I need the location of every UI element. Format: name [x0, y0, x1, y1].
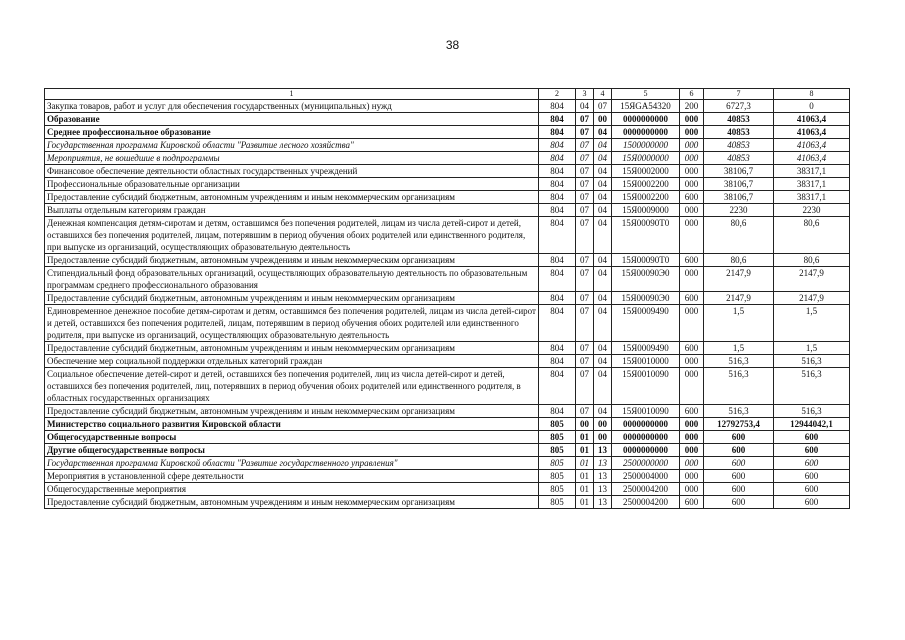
expense-type-cell: 600: [680, 292, 704, 305]
item-name-cell: Единовременное денежное пособие детям-сиротам и детям, оставшимся без попечения родителей, лицам из числа детей-сирот и детей, оставшихся без попечения родителей, лицам, потерявшим в период обучения обоих родителей или единственного родителя, при выпуске из организаций, осуществляющих образовательную деятельность: [45, 305, 539, 342]
ministry-code-cell: 804: [539, 342, 576, 355]
section-cell: 07: [576, 152, 594, 165]
amount-year1-cell: 600: [704, 444, 774, 457]
item-name-cell: Образование: [45, 113, 539, 126]
expense-type-cell: 000: [680, 368, 704, 405]
target-article-cell: 0000000000: [612, 444, 680, 457]
amount-year1-cell: 1,5: [704, 342, 774, 355]
item-name-cell: Социальное обеспечение детей-сирот и детей, оставшихся без попечения родителей, лиц из числа детей-сирот и детей, оставшихся без попечения родителей, лиц, потерявших в период обучения обоих родителей или единственного родителя, в областных государственных организациях: [45, 368, 539, 405]
expense-type-cell: 000: [680, 204, 704, 217]
header-cell: 5: [612, 89, 680, 100]
subsection-cell: 04: [594, 368, 612, 405]
section-cell: 07: [576, 126, 594, 139]
amount-year2-cell: 41063,4: [774, 126, 850, 139]
amount-year1-cell: 40853: [704, 139, 774, 152]
subsection-cell: 13: [594, 457, 612, 470]
target-article-cell: 0000000000: [612, 431, 680, 444]
expense-type-cell: 000: [680, 418, 704, 431]
amount-year1-cell: 516,3: [704, 405, 774, 418]
subsection-cell: 00: [594, 418, 612, 431]
item-name-cell: Профессиональные образовательные организации: [45, 178, 539, 191]
section-cell: 07: [576, 165, 594, 178]
amount-year1-cell: 2147,9: [704, 292, 774, 305]
target-article-cell: 15Я00090Э0: [612, 267, 680, 292]
item-name-cell: Предоставление субсидий бюджетным, автономным учреждениям и иным некоммерческим организациям: [45, 254, 539, 267]
amount-year1-cell: 2147,9: [704, 267, 774, 292]
amount-year2-cell: 1,5: [774, 305, 850, 342]
table-row: [45, 457, 850, 470]
expense-type-cell: 000: [680, 431, 704, 444]
subsection-cell: 04: [594, 126, 612, 139]
expense-type-cell: 600: [680, 254, 704, 267]
amount-year1-cell: 12792753,4: [704, 418, 774, 431]
ministry-code-cell: 804: [539, 405, 576, 418]
target-article-cell: 15Я00090Т0: [612, 217, 680, 254]
table-row: [45, 178, 850, 191]
ministry-code-cell: 805: [539, 496, 576, 509]
subsection-cell: 04: [594, 217, 612, 254]
amount-year1-cell: 516,3: [704, 355, 774, 368]
target-article-cell: 15Я0009490: [612, 305, 680, 342]
section-cell: 07: [576, 139, 594, 152]
section-cell: 07: [576, 368, 594, 405]
amount-year1-cell: 40853: [704, 113, 774, 126]
amount-year1-cell: 38106,7: [704, 191, 774, 204]
subsection-cell: 00: [594, 113, 612, 126]
table-row: [45, 100, 850, 113]
amount-year2-cell: 41063,4: [774, 152, 850, 165]
table-row: [45, 165, 850, 178]
ministry-code-cell: 805: [539, 457, 576, 470]
amount-year2-cell: 516,3: [774, 405, 850, 418]
target-article-cell: 15Я0002200: [612, 191, 680, 204]
table-row: [45, 292, 850, 305]
section-cell: 01: [576, 431, 594, 444]
ministry-code-cell: 804: [539, 254, 576, 267]
item-name-cell: Денежная компенсация детям-сиротам и детям, оставшимся без попечения родителей, лицам из числа детей-сирот и детей, оставшихся без попечения родителей, лицам, потерявшим в период обучения обоих родителей или единственного родителя, при выпуске из организаций, осуществляющих образовательную деятельность: [45, 217, 539, 254]
table-row: [45, 470, 850, 483]
item-name-cell: Обеспечение мер социальной поддержки отдельных категорий граждан: [45, 355, 539, 368]
table-row: [45, 254, 850, 267]
subsection-cell: 04: [594, 355, 612, 368]
amount-year2-cell: 80,6: [774, 254, 850, 267]
expense-type-cell: 600: [680, 496, 704, 509]
target-article-cell: 15ЯGA54320: [612, 100, 680, 113]
table-row: [45, 418, 850, 431]
section-cell: 07: [576, 217, 594, 254]
amount-year2-cell: 38317,1: [774, 165, 850, 178]
expense-type-cell: 000: [680, 267, 704, 292]
item-name-cell: Финансовое обеспечение деятельности областных государственных учреждений: [45, 165, 539, 178]
subsection-cell: 04: [594, 254, 612, 267]
expense-type-cell: 600: [680, 405, 704, 418]
ministry-code-cell: 805: [539, 431, 576, 444]
table-row: [45, 152, 850, 165]
item-name-cell: Стипендиальный фонд образовательных организаций, осуществляющих образовательную деятельность по образовательным программам среднего профессионального образования: [45, 267, 539, 292]
item-name-cell: Государственная программа Кировской области "Развитие лесного хозяйства": [45, 139, 539, 152]
amount-year2-cell: 2147,9: [774, 267, 850, 292]
target-article-cell: 0000000000: [612, 418, 680, 431]
subsection-cell: 04: [594, 305, 612, 342]
amount-year2-cell: 600: [774, 470, 850, 483]
ministry-code-cell: 804: [539, 126, 576, 139]
item-name-cell: Государственная программа Кировской области "Развитие государственного управления": [45, 457, 539, 470]
section-cell: 01: [576, 457, 594, 470]
expense-type-cell: 000: [680, 355, 704, 368]
ministry-code-cell: 805: [539, 483, 576, 496]
table-row: [45, 126, 850, 139]
target-article-cell: 2500004200: [612, 483, 680, 496]
subsection-cell: 04: [594, 139, 612, 152]
amount-year2-cell: 600: [774, 431, 850, 444]
amount-year2-cell: 41063,4: [774, 113, 850, 126]
header-cell: 4: [594, 89, 612, 100]
ministry-code-cell: 805: [539, 470, 576, 483]
amount-year2-cell: 38317,1: [774, 191, 850, 204]
budget-table: [44, 88, 850, 509]
subsection-cell: 04: [594, 204, 612, 217]
table-row: [45, 483, 850, 496]
subsection-cell: 04: [594, 292, 612, 305]
amount-year1-cell: 80,6: [704, 217, 774, 254]
amount-year1-cell: 2230: [704, 204, 774, 217]
ministry-code-cell: 804: [539, 267, 576, 292]
amount-year2-cell: 41063,4: [774, 139, 850, 152]
target-article-cell: 15Я0009000: [612, 204, 680, 217]
subsection-cell: 00: [594, 431, 612, 444]
header-cell: 2: [539, 89, 576, 100]
subsection-cell: 04: [594, 342, 612, 355]
item-name-cell: Общегосударственные вопросы: [45, 431, 539, 444]
expense-type-cell: 000: [680, 217, 704, 254]
amount-year2-cell: 516,3: [774, 355, 850, 368]
expense-type-cell: 000: [680, 113, 704, 126]
subsection-cell: 04: [594, 165, 612, 178]
subsection-cell: 13: [594, 496, 612, 509]
ministry-code-cell: 804: [539, 100, 576, 113]
amount-year2-cell: 12944042,1: [774, 418, 850, 431]
section-cell: 07: [576, 267, 594, 292]
target-article-cell: 0000000000: [612, 113, 680, 126]
table-row: [45, 113, 850, 126]
subsection-cell: 04: [594, 267, 612, 292]
section-cell: 07: [576, 254, 594, 267]
subsection-cell: 04: [594, 178, 612, 191]
table-row: [45, 267, 850, 292]
section-cell: 01: [576, 444, 594, 457]
ministry-code-cell: 804: [539, 355, 576, 368]
amount-year1-cell: 38106,7: [704, 178, 774, 191]
section-cell: 00: [576, 418, 594, 431]
ministry-code-cell: 805: [539, 418, 576, 431]
target-article-cell: 15Я00090Э0: [612, 292, 680, 305]
expense-type-cell: 000: [680, 444, 704, 457]
amount-year1-cell: 1,5: [704, 305, 774, 342]
section-cell: 01: [576, 483, 594, 496]
amount-year2-cell: 0: [774, 100, 850, 113]
expense-type-cell: 200: [680, 100, 704, 113]
section-cell: 07: [576, 405, 594, 418]
ministry-code-cell: 804: [539, 113, 576, 126]
ministry-code-cell: 804: [539, 305, 576, 342]
amount-year1-cell: 600: [704, 483, 774, 496]
amount-year2-cell: 1,5: [774, 342, 850, 355]
table-row: [45, 405, 850, 418]
subsection-cell: 13: [594, 470, 612, 483]
ministry-code-cell: 804: [539, 368, 576, 405]
expense-type-cell: 000: [680, 305, 704, 342]
amount-year2-cell: 2147,9: [774, 292, 850, 305]
target-article-cell: 1500000000: [612, 139, 680, 152]
subsection-cell: 04: [594, 191, 612, 204]
target-article-cell: 2500004000: [612, 470, 680, 483]
amount-year2-cell: 600: [774, 444, 850, 457]
expense-type-cell: 000: [680, 470, 704, 483]
amount-year1-cell: 40853: [704, 126, 774, 139]
amount-year2-cell: 2230: [774, 204, 850, 217]
subsection-cell: 04: [594, 405, 612, 418]
ministry-code-cell: 804: [539, 178, 576, 191]
expense-type-cell: 000: [680, 483, 704, 496]
table-row: [45, 204, 850, 217]
target-article-cell: 2500000000: [612, 457, 680, 470]
target-article-cell: 15Я0002000: [612, 165, 680, 178]
ministry-code-cell: 804: [539, 139, 576, 152]
table-row: [45, 431, 850, 444]
section-cell: 07: [576, 191, 594, 204]
amount-year2-cell: 600: [774, 457, 850, 470]
item-name-cell: Предоставление субсидий бюджетным, автономным учреждениям и иным некоммерческим организациям: [45, 191, 539, 204]
amount-year1-cell: 80,6: [704, 254, 774, 267]
table-row: [45, 368, 850, 405]
section-cell: 07: [576, 292, 594, 305]
item-name-cell: Предоставление субсидий бюджетным, автономным учреждениям и иным некоммерческим организациям: [45, 405, 539, 418]
subsection-cell: 07: [594, 100, 612, 113]
target-article-cell: 15Я0010090: [612, 368, 680, 405]
ministry-code-cell: 804: [539, 204, 576, 217]
item-name-cell: Закупка товаров, работ и услуг для обеспечения государственных (муниципальных) нужд: [45, 100, 539, 113]
item-name-cell: Общегосударственные мероприятия: [45, 483, 539, 496]
section-cell: 04: [576, 100, 594, 113]
table-row: [45, 191, 850, 204]
table-row: [45, 217, 850, 254]
amount-year2-cell: 516,3: [774, 368, 850, 405]
header-row: [45, 89, 850, 100]
ministry-code-cell: 804: [539, 191, 576, 204]
expense-type-cell: 000: [680, 165, 704, 178]
amount-year1-cell: 600: [704, 496, 774, 509]
target-article-cell: 15Я0009490: [612, 342, 680, 355]
item-name-cell: Выплаты отдельным категориям граждан: [45, 204, 539, 217]
expense-type-cell: 600: [680, 342, 704, 355]
subsection-cell: 13: [594, 483, 612, 496]
amount-year1-cell: 6727,3: [704, 100, 774, 113]
expense-type-cell: 000: [680, 152, 704, 165]
table-row: [45, 444, 850, 457]
expense-type-cell: 000: [680, 126, 704, 139]
page-number: 38: [445, 38, 460, 52]
item-name-cell: Среднее профессиональное образование: [45, 126, 539, 139]
table-row: [45, 355, 850, 368]
table-row: [45, 496, 850, 509]
amount-year2-cell: 600: [774, 483, 850, 496]
target-article-cell: 0000000000: [612, 126, 680, 139]
table-row: [45, 342, 850, 355]
ministry-code-cell: 805: [539, 444, 576, 457]
target-article-cell: 15Я0010000: [612, 355, 680, 368]
expense-type-cell: 600: [680, 191, 704, 204]
target-article-cell: 15Я0000000: [612, 152, 680, 165]
expense-type-cell: 000: [680, 139, 704, 152]
subsection-cell: 04: [594, 152, 612, 165]
section-cell: 07: [576, 305, 594, 342]
ministry-code-cell: 804: [539, 165, 576, 178]
section-cell: 07: [576, 178, 594, 191]
table-row: [45, 139, 850, 152]
item-name-cell: Мероприятия, не вошедшие в подпрограммы: [45, 152, 539, 165]
target-article-cell: 15Я0002200: [612, 178, 680, 191]
ministry-code-cell: 804: [539, 152, 576, 165]
amount-year1-cell: 40853: [704, 152, 774, 165]
header-cell: 8: [774, 89, 850, 100]
section-cell: 07: [576, 204, 594, 217]
subsection-cell: 13: [594, 444, 612, 457]
table-row: [45, 305, 850, 342]
amount-year2-cell: 600: [774, 496, 850, 509]
target-article-cell: 15Я00090Т0: [612, 254, 680, 267]
amount-year2-cell: 80,6: [774, 217, 850, 254]
section-cell: 07: [576, 355, 594, 368]
section-cell: 01: [576, 496, 594, 509]
target-article-cell: 15Я0010090: [612, 405, 680, 418]
ministry-code-cell: 804: [539, 217, 576, 254]
amount-year1-cell: 600: [704, 457, 774, 470]
item-name-cell: Министерство социального развития Кировской области: [45, 418, 539, 431]
section-cell: 01: [576, 470, 594, 483]
amount-year1-cell: 38106,7: [704, 165, 774, 178]
section-cell: 07: [576, 342, 594, 355]
item-name-cell: Другие общегосударственные вопросы: [45, 444, 539, 457]
item-name-cell: Предоставление субсидий бюджетным, автономным учреждениям и иным некоммерческим организациям: [45, 292, 539, 305]
amount-year1-cell: 516,3: [704, 368, 774, 405]
expense-type-cell: 000: [680, 457, 704, 470]
item-name-cell: Предоставление субсидий бюджетным, автономным учреждениям и иным некоммерческим организациям: [45, 496, 539, 509]
target-article-cell: 2500004200: [612, 496, 680, 509]
expense-type-cell: 000: [680, 178, 704, 191]
header-cell: 1: [45, 89, 539, 100]
item-name-cell: Предоставление субсидий бюджетным, автономным учреждениям и иным некоммерческим организациям: [45, 342, 539, 355]
amount-year1-cell: 600: [704, 470, 774, 483]
item-name-cell: Мероприятия в установленной сфере деятельности: [45, 470, 539, 483]
header-cell: 6: [680, 89, 704, 100]
amount-year1-cell: 600: [704, 431, 774, 444]
amount-year2-cell: 38317,1: [774, 178, 850, 191]
header-cell: 7: [704, 89, 774, 100]
header-cell: 3: [576, 89, 594, 100]
section-cell: 07: [576, 113, 594, 126]
ministry-code-cell: 804: [539, 292, 576, 305]
